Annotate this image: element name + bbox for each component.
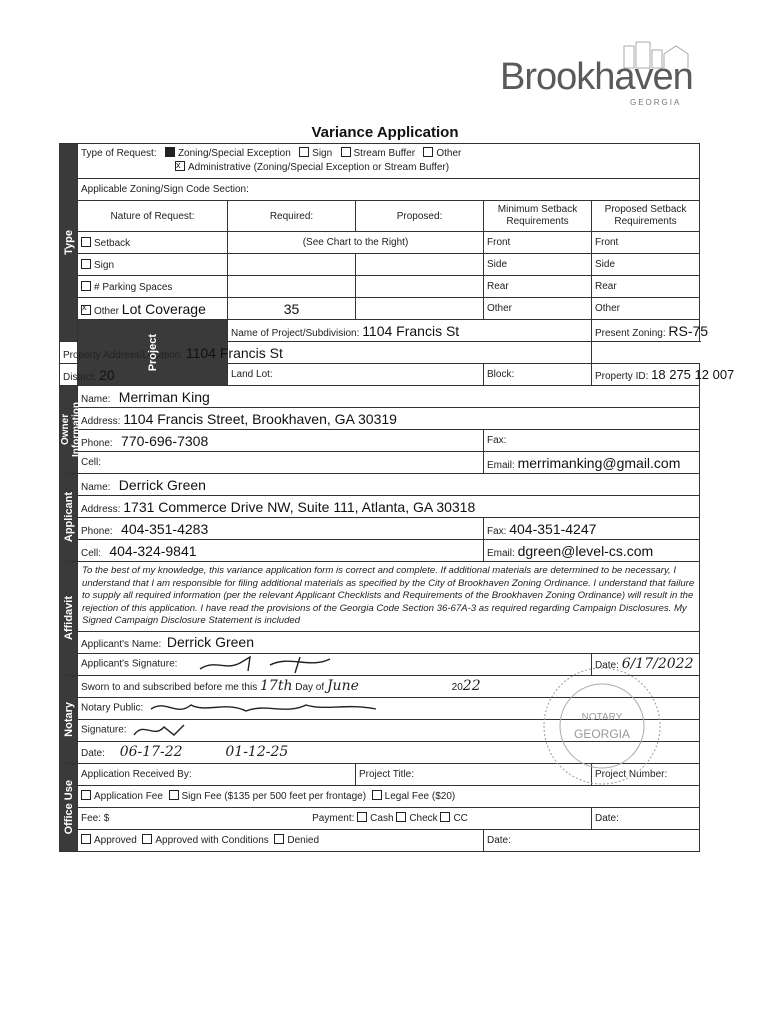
applicant-fax-value[interactable]: 404-351-4247 <box>509 520 597 537</box>
affidavit-section-label: Affidavit <box>60 562 78 676</box>
sworn-year-value[interactable]: 22 <box>462 678 481 694</box>
district-value[interactable]: 20 <box>99 366 115 383</box>
notary-date-value[interactable]: 06-17-22 <box>119 744 183 760</box>
owner-fax-label: Fax: <box>484 430 700 452</box>
notary-seal <box>538 662 666 790</box>
approved-conditions-checkbox[interactable] <box>142 834 152 844</box>
parking-label: # Parking Spaces <box>94 281 173 293</box>
applicant-name-affidavit-label: Applicant's Name: <box>81 639 162 650</box>
owner-email-value[interactable]: merrimanking@gmail.com <box>517 454 681 471</box>
application-fee-label: Application Fee <box>94 791 163 802</box>
applicant-phone-label: Phone: <box>81 525 113 537</box>
see-chart-note: (See Chart to the Right) <box>228 232 484 254</box>
check-checkbox[interactable] <box>396 812 406 822</box>
type-section-label: Type <box>60 144 78 342</box>
notary-date-label: Date: <box>81 748 105 759</box>
applicant-phone-value[interactable]: 404-351-4283 <box>121 520 209 537</box>
land-lot-label: Land Lot: <box>228 364 484 386</box>
project-section-label: Project <box>78 320 228 386</box>
sign-row-label: Sign <box>94 259 115 271</box>
parking-required-field[interactable] <box>228 276 356 298</box>
check-label: Check <box>409 813 438 824</box>
applicant-signature-image <box>180 655 360 673</box>
sign-fee-label: Sign Fee ($135 per 500 feet per frontage) <box>181 791 367 802</box>
sign-fee-checkbox[interactable] <box>169 790 179 800</box>
stream-buffer-option-label: Stream Buffer <box>353 148 416 159</box>
sign-checkbox[interactable] <box>299 147 309 157</box>
sign-proposed-field[interactable] <box>356 254 484 276</box>
notary-section-label: Notary <box>60 675 78 763</box>
administrative-checkbox[interactable] <box>175 161 185 171</box>
proposed-side-label: Side <box>592 254 700 276</box>
affidavit-text: To the best of my knowledge, this variance application form is correct and complete. If additional materials are determined to be necessary, I understand that I am responsible for filing additional materials as specified by the City of Brookhaven Zoning Ordinance. I understand that failure to supply all required information (per the relevant Applicant Checklists and Requirements of the Brookhaven Zoning Ordinance) will result in the rejection of this application. I have read the provisions of the Georgia Code Section 36-67A-3 as required regarding Campaign Disclosures. My Signed Campaign Disclosure Statement is included <box>78 562 700 632</box>
fee-label: Fee: $ <box>81 813 110 824</box>
project-name-value[interactable]: 1104 Francis St <box>362 322 460 339</box>
property-id-label: Property ID: <box>595 371 649 382</box>
seal-line-1: NOTARY <box>581 712 623 723</box>
project-title-label: Project Title: <box>356 763 592 785</box>
project-name-label: Name of Project/Subdivision: <box>231 327 360 339</box>
applicant-cell-label: Cell: <box>81 547 102 559</box>
seal-line-2: GEORGIA <box>573 727 631 741</box>
approved-checkbox[interactable] <box>81 834 91 844</box>
received-by-label: Application Received By: <box>78 763 356 785</box>
office-date-label: Date: <box>592 807 700 829</box>
applicant-date-label: Date: <box>595 660 619 671</box>
other-required-value[interactable]: 35 <box>228 298 356 320</box>
cash-checkbox[interactable] <box>357 812 367 822</box>
applicant-email-label: Email: <box>487 547 515 559</box>
owner-section-label: Owner Information <box>60 386 78 474</box>
zoning-option-label: Zoning/Special Exception <box>177 148 291 159</box>
applicant-date-value[interactable]: 6/17/2022 <box>621 656 694 672</box>
code-section-label: Applicable Zoning/Sign Code Section: <box>78 179 700 201</box>
other-option-label: Other <box>436 148 462 159</box>
applicant-name-affidavit-value[interactable]: Derrick Green <box>166 634 254 650</box>
property-address-value[interactable]: 1104 Francis St <box>185 344 283 361</box>
owner-address-label: Address: <box>81 415 121 427</box>
cc-checkbox[interactable] <box>440 812 450 822</box>
project-number-label: Project Number: <box>592 763 700 785</box>
owner-phone-label: Phone: <box>81 437 113 449</box>
year-prefix-label: 20 <box>451 682 463 693</box>
denied-label: Denied <box>287 835 320 846</box>
notary-signature-label: Signature: <box>81 724 127 736</box>
parking-proposed-field[interactable] <box>356 276 484 298</box>
setback-checkbox[interactable] <box>81 237 91 247</box>
owner-name-label: Name: <box>81 393 111 405</box>
proposed-front-label: Front <box>592 232 700 254</box>
sign-option-label: Sign <box>312 148 333 159</box>
nature-header: Nature of Request: <box>78 201 228 232</box>
other-row-checkbox[interactable] <box>81 305 91 315</box>
approved-conditions-label: Approved with Conditions <box>155 835 269 846</box>
legal-fee-label: Legal Fee ($20) <box>384 791 456 802</box>
district-label: District: <box>63 371 97 383</box>
property-address-label: Property Address/Location: <box>63 349 184 361</box>
proposed-setback-header: Proposed Setback Requirements <box>592 201 700 232</box>
min-other-label: Other <box>484 298 592 320</box>
notary-expiry-value[interactable]: 01-12-25 <box>225 744 289 760</box>
present-zoning-value[interactable]: RS-75 <box>668 322 709 339</box>
payment-label: Payment: <box>312 813 355 824</box>
applicant-section-label: Applicant <box>60 474 78 562</box>
min-rear-label: Rear <box>484 276 592 298</box>
applicant-address-value[interactable]: 1731 Commerce Drive NW, Suite 111, Atlanta, GA 30318 <box>123 498 476 515</box>
applicant-name-label: Name: <box>81 481 111 493</box>
owner-name-value[interactable]: Merriman King <box>118 388 210 405</box>
min-front-label: Front <box>484 232 592 254</box>
legal-fee-checkbox[interactable] <box>372 790 382 800</box>
other-checkbox[interactable] <box>423 147 433 157</box>
required-header: Required: <box>228 201 356 232</box>
min-side-label: Side <box>484 254 592 276</box>
property-id-value[interactable]: 18 275 12 007 <box>651 367 735 382</box>
brookhaven-logo <box>500 40 710 110</box>
sign-row-checkbox[interactable] <box>81 259 91 269</box>
applicant-signature-label: Applicant's Signature: <box>81 658 178 670</box>
cash-label: Cash <box>370 813 394 824</box>
other-value[interactable]: Lot Coverage <box>121 300 206 317</box>
notary-public-label: Notary Public: <box>81 702 144 714</box>
cc-label: CC <box>453 813 468 824</box>
sworn-day-value[interactable]: 17th <box>260 678 293 694</box>
notary-public-signature <box>146 699 386 717</box>
application-fee-checkbox[interactable] <box>81 790 91 800</box>
applicant-email-value[interactable]: dgreen@level-cs.com <box>517 542 654 559</box>
min-setback-header: Minimum Setback Requirements <box>484 201 592 232</box>
day-of-label: Day of <box>295 682 325 693</box>
notary-signature-image <box>129 721 189 739</box>
owner-cell-label: Cell: <box>78 452 484 474</box>
sign-required-field[interactable] <box>228 254 356 276</box>
owner-email-label: Email: <box>487 459 515 471</box>
administrative-option-label: Administrative (Zoning/Special Exception or Stream Buffer) <box>188 162 450 173</box>
denied-checkbox[interactable] <box>274 834 284 844</box>
proposed-other-label: Other <box>592 298 700 320</box>
applicant-fax-label: Fax: <box>487 525 507 537</box>
proposed-header: Proposed: <box>356 201 484 232</box>
stream-buffer-checkbox[interactable] <box>341 147 351 157</box>
other-proposed-field[interactable] <box>356 298 484 320</box>
zoning-checkbox[interactable] <box>165 147 175 157</box>
applicant-address-label: Address: <box>81 503 121 515</box>
sworn-month-value[interactable]: June <box>326 678 359 694</box>
setback-label: Setback <box>94 237 131 249</box>
office-section-label: Office Use <box>60 763 78 851</box>
other-row-label: Other <box>94 305 120 317</box>
page-title: Variance Application <box>311 124 459 141</box>
sworn-label: Sworn to and subscribed before me this <box>81 682 258 693</box>
applicant-cell-value[interactable]: 404-324-9841 <box>109 542 197 559</box>
logo-wordmark: Brookhaven <box>500 56 693 98</box>
applicant-name-value[interactable]: Derrick Green <box>118 476 206 493</box>
block-label: Block: <box>484 364 592 386</box>
owner-phone-value[interactable]: 770-696-7308 <box>121 432 209 449</box>
present-zoning-label: Present Zoning: <box>595 327 666 339</box>
parking-checkbox[interactable] <box>81 281 91 291</box>
proposed-rear-label: Rear <box>592 276 700 298</box>
office-date2-label: Date: <box>484 829 700 851</box>
logo-state: GEORGIA <box>630 98 682 107</box>
approved-label: Approved <box>94 835 137 846</box>
type-of-request-label: Type of Request: <box>81 148 157 159</box>
owner-address-value[interactable]: 1104 Francis Street, Brookhaven, GA 30319 <box>123 410 397 427</box>
